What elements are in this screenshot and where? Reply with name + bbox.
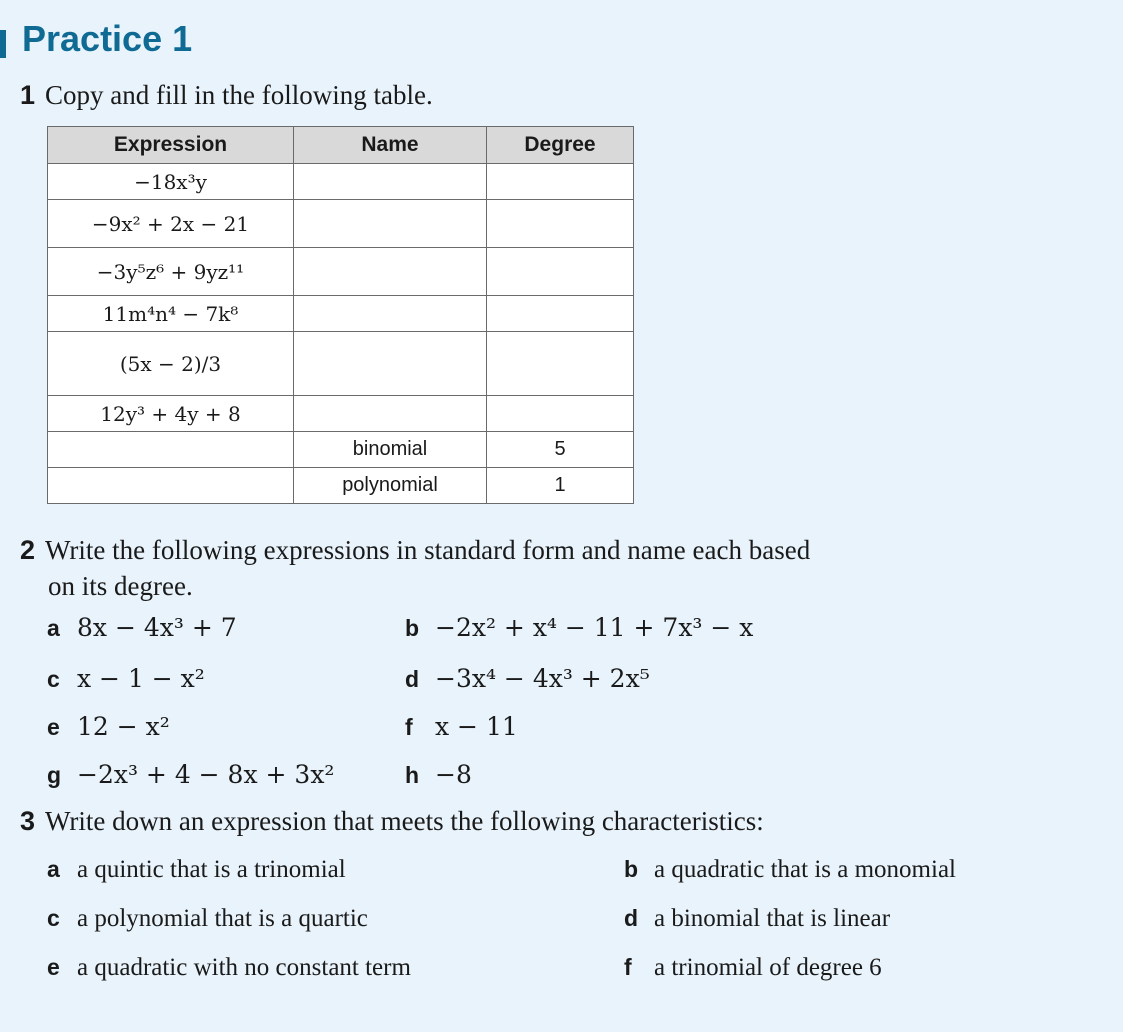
q2-part-c: c x − 1 − x² bbox=[47, 664, 205, 693]
table-row bbox=[48, 200, 634, 248]
table-row bbox=[48, 432, 634, 468]
question-text-continued: on its degree. bbox=[48, 571, 193, 601]
expression-cell: −3y⁵z⁶ + 9yz¹¹ bbox=[48, 248, 294, 296]
expression-cell: −18x³y bbox=[48, 164, 294, 200]
expression-cell: −9x² + 2x − 21 bbox=[48, 200, 294, 248]
table-header-row bbox=[48, 127, 634, 164]
q2-part-g: g −2x³ + 4 − 8x + 3x² bbox=[47, 760, 335, 789]
q3-part-b: b a quadratic that is a monomial bbox=[624, 856, 956, 883]
name-cell bbox=[294, 296, 487, 332]
degree-cell: 5 bbox=[487, 432, 634, 468]
question-1 bbox=[20, 80, 433, 111]
degree-table bbox=[47, 126, 634, 504]
expression-cell: 12y³ + 4y + 8 bbox=[48, 396, 294, 432]
table-row bbox=[48, 468, 634, 504]
degree-cell: 1 bbox=[487, 468, 634, 504]
q3-part-a: a a quintic that is a trinomial bbox=[47, 856, 346, 883]
degree-cell bbox=[487, 396, 634, 432]
page-title: Practice 1 bbox=[22, 18, 193, 59]
question-3 bbox=[20, 806, 764, 837]
question-text: Write the following expressions in standard form and name each based bbox=[45, 535, 811, 565]
q2-part-a: a 8x − 4x³ + 7 bbox=[47, 613, 237, 642]
table-row bbox=[48, 396, 634, 432]
table-row bbox=[48, 332, 634, 396]
q3-part-d: d a binomial that is linear bbox=[624, 905, 891, 932]
question-number: 2 bbox=[20, 535, 36, 565]
header-degree: Degree bbox=[487, 127, 634, 164]
name-cell bbox=[294, 200, 487, 248]
table-row bbox=[48, 248, 634, 296]
name-cell: polynomial bbox=[294, 468, 487, 504]
q2-part-h: h −8 bbox=[405, 760, 472, 789]
expression-cell: 11m⁴n⁴ − 7k⁸ bbox=[48, 296, 294, 332]
table-row bbox=[48, 164, 634, 200]
table-row bbox=[48, 296, 634, 332]
expression-cell bbox=[48, 432, 294, 468]
question-number: 3 bbox=[20, 806, 36, 836]
q3-part-c: c a polynomial that is a quartic bbox=[47, 905, 368, 932]
expression-cell bbox=[48, 468, 294, 504]
header-name: Name bbox=[294, 127, 487, 164]
name-cell bbox=[294, 248, 487, 296]
degree-cell bbox=[487, 248, 634, 296]
degree-cell bbox=[487, 200, 634, 248]
title-accent-bar bbox=[0, 30, 6, 58]
expression-cell: (5x − 2)/3 bbox=[48, 332, 294, 396]
question-2 bbox=[20, 532, 920, 604]
q2-part-e: e 12 − x² bbox=[47, 712, 170, 741]
degree-cell bbox=[487, 332, 634, 396]
degree-cell bbox=[487, 164, 634, 200]
question-number: 1 bbox=[20, 80, 36, 110]
name-cell bbox=[294, 164, 487, 200]
question-text: Copy and fill in the following table. bbox=[45, 80, 433, 110]
name-cell bbox=[294, 332, 487, 396]
q3-part-e: e a quadratic with no constant term bbox=[47, 954, 411, 981]
name-cell: binomial bbox=[294, 432, 487, 468]
header-expression: Expression bbox=[48, 127, 294, 164]
q3-part-f: f a trinomial of degree 6 bbox=[624, 954, 882, 981]
question-text: Write down an expression that meets the following characteristics: bbox=[45, 806, 764, 836]
q2-part-f: f x − 11 bbox=[405, 712, 518, 741]
q2-part-d: d −3x⁴ − 4x³ + 2x⁵ bbox=[405, 664, 650, 693]
q2-part-b: b −2x² + x⁴ − 11 + 7x³ − x bbox=[405, 613, 754, 642]
name-cell bbox=[294, 396, 487, 432]
degree-cell bbox=[487, 296, 634, 332]
